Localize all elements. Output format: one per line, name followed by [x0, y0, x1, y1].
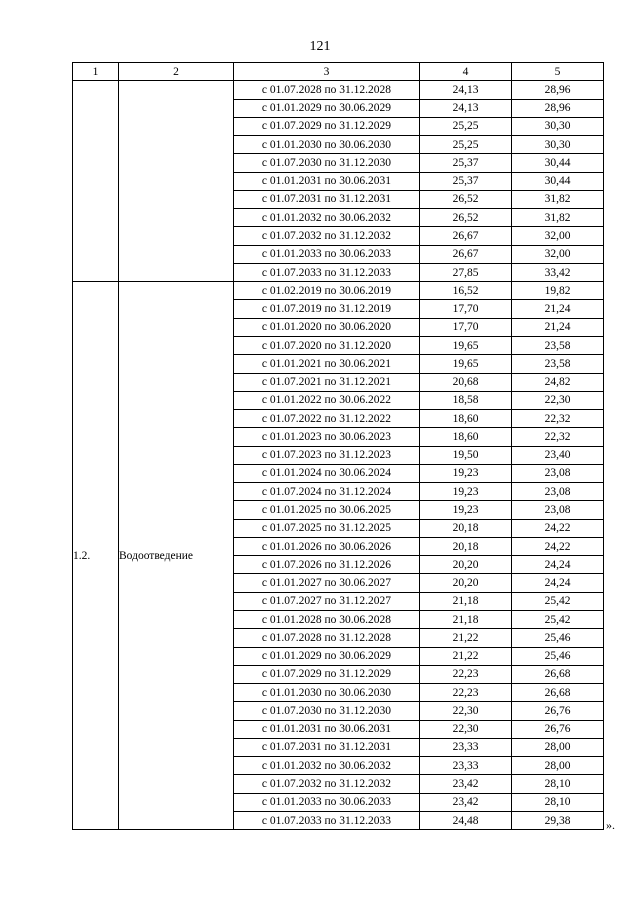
tariff-excl-vat-cell: 26,67	[420, 227, 512, 245]
tariff-incl-vat-cell: 30,30	[512, 117, 604, 135]
empty-number-cell	[73, 81, 119, 282]
tariff-excl-vat-cell: 22,23	[420, 665, 512, 683]
tariff-excl-vat-cell: 19,65	[420, 336, 512, 354]
tariff-excl-vat-cell: 19,50	[420, 446, 512, 464]
period-cell: с 01.01.2029 по 30.06.2029	[234, 99, 420, 117]
period-cell: с 01.01.2026 по 30.06.2026	[234, 537, 420, 555]
tariff-incl-vat-cell: 26,68	[512, 684, 604, 702]
tariff-incl-vat-cell: 24,24	[512, 556, 604, 574]
tariff-incl-vat-cell: 28,10	[512, 775, 604, 793]
period-cell: с 01.01.2031 по 30.06.2031	[234, 720, 420, 738]
empty-name-cell	[119, 81, 234, 282]
period-cell: с 01.07.2032 по 31.12.2032	[234, 775, 420, 793]
tariff-incl-vat-cell: 26,76	[512, 702, 604, 720]
tariff-excl-vat-cell: 20,18	[420, 537, 512, 555]
column-number-2: 2	[119, 63, 234, 81]
page-number: 121	[309, 39, 331, 54]
tariff-incl-vat-cell: 30,44	[512, 172, 604, 190]
column-number-4: 4	[420, 63, 512, 81]
column-number-5: 5	[512, 63, 604, 81]
tariff-excl-vat-cell: 23,33	[420, 757, 512, 775]
tariff-excl-vat-cell: 21,18	[420, 592, 512, 610]
period-cell: с 01.07.2029 по 31.12.2029	[234, 665, 420, 683]
period-cell: с 01.01.2023 по 30.06.2023	[234, 428, 420, 446]
tariff-excl-vat-cell: 25,37	[420, 172, 512, 190]
tariff-incl-vat-cell: 25,42	[512, 592, 604, 610]
tariff-excl-vat-cell: 22,23	[420, 684, 512, 702]
tariff-incl-vat-cell: 23,08	[512, 501, 604, 519]
tariff-excl-vat-cell: 27,85	[420, 263, 512, 281]
period-cell: с 01.07.2027 по 31.12.2027	[234, 592, 420, 610]
column-number-1: 1	[73, 63, 119, 81]
tariff-excl-vat-cell: 24,48	[420, 811, 512, 829]
tariff-excl-vat-cell: 19,23	[420, 501, 512, 519]
tariff-excl-vat-cell: 22,30	[420, 702, 512, 720]
period-cell: с 01.07.2030 по 31.12.2030	[234, 154, 420, 172]
period-cell: с 01.07.2033 по 31.12.2033	[234, 263, 420, 281]
tariff-incl-vat-cell: 31,82	[512, 209, 604, 227]
tariff-excl-vat-cell: 20,18	[420, 519, 512, 537]
tariff-incl-vat-cell: 28,10	[512, 793, 604, 811]
tariff-incl-vat-cell: 31,82	[512, 190, 604, 208]
tariff-incl-vat-cell: 28,96	[512, 99, 604, 117]
period-cell: с 01.01.2032 по 30.06.2032	[234, 209, 420, 227]
period-cell: с 01.01.2029 по 30.06.2029	[234, 647, 420, 665]
tariff-incl-vat-cell: 26,76	[512, 720, 604, 738]
column-number-row	[73, 63, 604, 81]
period-cell: с 01.07.2019 по 31.12.2019	[234, 300, 420, 318]
table-row	[73, 282, 604, 300]
period-cell: с 01.01.2032 по 30.06.2032	[234, 757, 420, 775]
period-cell: с 01.07.2021 по 31.12.2021	[234, 373, 420, 391]
period-cell: с 01.07.2029 по 31.12.2029	[234, 117, 420, 135]
tariff-excl-vat-cell: 25,37	[420, 154, 512, 172]
tariff-excl-vat-cell: 19,23	[420, 464, 512, 482]
tariff-incl-vat-cell: 23,58	[512, 336, 604, 354]
tariff-excl-vat-cell: 18,60	[420, 410, 512, 428]
tariff-excl-vat-cell: 18,60	[420, 428, 512, 446]
tariff-incl-vat-cell: 26,68	[512, 665, 604, 683]
tariff-incl-vat-cell: 32,00	[512, 227, 604, 245]
period-cell: с 01.01.2027 по 30.06.2027	[234, 574, 420, 592]
period-cell: с 01.07.2031 по 31.12.2031	[234, 738, 420, 756]
tariff-incl-vat-cell: 28,96	[512, 81, 604, 99]
tariff-incl-vat-cell: 23,08	[512, 483, 604, 501]
tariff-excl-vat-cell: 23,42	[420, 775, 512, 793]
tariff-excl-vat-cell: 24,13	[420, 99, 512, 117]
tariff-incl-vat-cell: 22,32	[512, 428, 604, 446]
period-cell: с 01.07.2024 по 31.12.2024	[234, 483, 420, 501]
tariff-excl-vat-cell: 24,13	[420, 81, 512, 99]
period-cell: с 01.07.2020 по 31.12.2020	[234, 336, 420, 354]
service-name-cell: Водоотведение	[119, 282, 234, 830]
tariff-excl-vat-cell: 20,68	[420, 373, 512, 391]
tariff-excl-vat-cell: 25,25	[420, 117, 512, 135]
period-cell: с 01.01.2022 по 30.06.2022	[234, 391, 420, 409]
tariff-excl-vat-cell: 18,58	[420, 391, 512, 409]
tariff-excl-vat-cell: 16,52	[420, 282, 512, 300]
tariff-incl-vat-cell: 25,42	[512, 610, 604, 628]
tariff-incl-vat-cell: 22,32	[512, 410, 604, 428]
tariff-incl-vat-cell: 25,46	[512, 647, 604, 665]
tariff-excl-vat-cell: 21,18	[420, 610, 512, 628]
tariff-excl-vat-cell: 22,30	[420, 720, 512, 738]
column-number-3: 3	[234, 63, 420, 81]
period-cell: с 01.07.2025 по 31.12.2025	[234, 519, 420, 537]
period-cell: с 01.07.2033 по 31.12.2033	[234, 811, 420, 829]
period-cell: с 01.01.2031 по 30.06.2031	[234, 172, 420, 190]
tariff-excl-vat-cell: 21,22	[420, 629, 512, 647]
table-row	[73, 81, 604, 99]
tariff-excl-vat-cell: 21,22	[420, 647, 512, 665]
tariff-excl-vat-cell: 26,52	[420, 190, 512, 208]
section-number-cell: 1.2.	[73, 282, 119, 830]
period-cell: с 01.07.2030 по 31.12.2030	[234, 702, 420, 720]
period-cell: с 01.01.2033 по 30.06.2033	[234, 793, 420, 811]
tariff-incl-vat-cell: 19,82	[512, 282, 604, 300]
tariff-excl-vat-cell: 17,70	[420, 318, 512, 336]
tariff-incl-vat-cell: 21,24	[512, 300, 604, 318]
tariff-incl-vat-cell: 24,22	[512, 519, 604, 537]
period-cell: с 01.01.2025 по 30.06.2025	[234, 501, 420, 519]
tariff-table-body	[73, 63, 604, 830]
tariff-incl-vat-cell: 28,00	[512, 757, 604, 775]
period-cell: с 01.07.2022 по 31.12.2022	[234, 410, 420, 428]
period-cell: с 01.02.2019 по 30.06.2019	[234, 282, 420, 300]
closing-quote-mark: ».	[606, 818, 615, 832]
tariff-incl-vat-cell: 25,46	[512, 629, 604, 647]
period-cell: с 01.01.2024 по 30.06.2024	[234, 464, 420, 482]
tariff-incl-vat-cell: 24,82	[512, 373, 604, 391]
period-cell: с 01.07.2031 по 31.12.2031	[234, 190, 420, 208]
tariff-excl-vat-cell: 23,33	[420, 738, 512, 756]
tariff-incl-vat-cell: 23,40	[512, 446, 604, 464]
tariff-incl-vat-cell: 23,58	[512, 355, 604, 373]
tariff-excl-vat-cell: 26,67	[420, 245, 512, 263]
tariff-incl-vat-cell: 23,08	[512, 464, 604, 482]
period-cell: с 01.01.2020 по 30.06.2020	[234, 318, 420, 336]
tariff-excl-vat-cell: 20,20	[420, 574, 512, 592]
period-cell: с 01.07.2028 по 31.12.2028	[234, 629, 420, 647]
tariff-excl-vat-cell: 20,20	[420, 556, 512, 574]
period-cell: с 01.07.2028 по 31.12.2028	[234, 81, 420, 99]
period-cell: с 01.01.2028 по 30.06.2028	[234, 610, 420, 628]
tariff-excl-vat-cell: 19,23	[420, 483, 512, 501]
tariff-excl-vat-cell: 17,70	[420, 300, 512, 318]
tariff-incl-vat-cell: 21,24	[512, 318, 604, 336]
tariff-excl-vat-cell: 26,52	[420, 209, 512, 227]
tariff-incl-vat-cell: 29,38	[512, 811, 604, 829]
period-cell: с 01.01.2030 по 30.06.2030	[234, 136, 420, 154]
period-cell: с 01.01.2030 по 30.06.2030	[234, 684, 420, 702]
period-cell: с 01.01.2033 по 30.06.2033	[234, 245, 420, 263]
tariff-excl-vat-cell: 25,25	[420, 136, 512, 154]
period-cell: с 01.01.2021 по 30.06.2021	[234, 355, 420, 373]
period-cell: с 01.07.2026 по 31.12.2026	[234, 556, 420, 574]
period-cell: с 01.07.2023 по 31.12.2023	[234, 446, 420, 464]
tariff-excl-vat-cell: 23,42	[420, 793, 512, 811]
period-cell: с 01.07.2032 по 31.12.2032	[234, 227, 420, 245]
tariff-incl-vat-cell: 32,00	[512, 245, 604, 263]
tariff-incl-vat-cell: 30,30	[512, 136, 604, 154]
tariff-incl-vat-cell: 33,42	[512, 263, 604, 281]
tariff-incl-vat-cell: 30,44	[512, 154, 604, 172]
tariff-incl-vat-cell: 24,22	[512, 537, 604, 555]
tariff-incl-vat-cell: 22,30	[512, 391, 604, 409]
tariff-table	[72, 62, 604, 830]
tariff-incl-vat-cell: 28,00	[512, 738, 604, 756]
tariff-excl-vat-cell: 19,65	[420, 355, 512, 373]
tariff-incl-vat-cell: 24,24	[512, 574, 604, 592]
